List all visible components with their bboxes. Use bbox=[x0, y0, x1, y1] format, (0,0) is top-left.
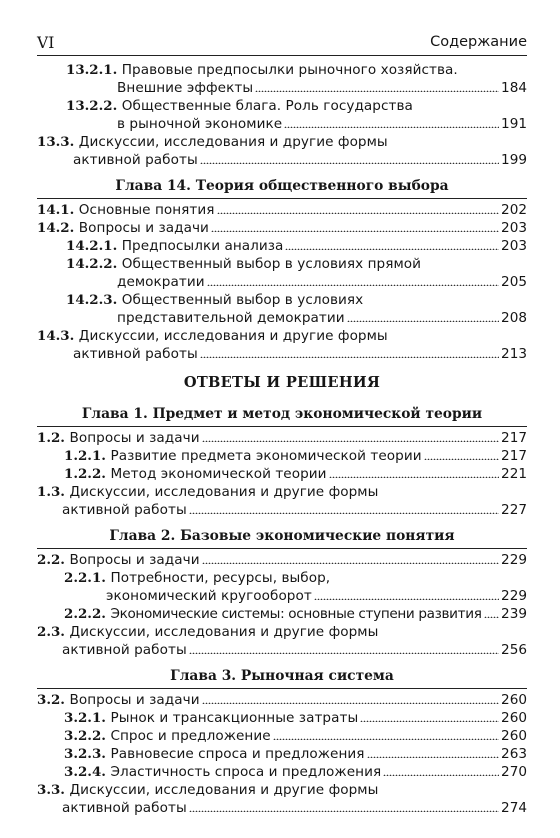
toc-entry bbox=[37, 255, 527, 274]
toc-entry bbox=[37, 709, 527, 728]
toc-page: 270 bbox=[501, 764, 527, 780]
toc-page: 184 bbox=[501, 80, 527, 96]
toc-title: Предпосылки анализа bbox=[121, 238, 284, 254]
toc-page: 203 bbox=[501, 220, 527, 236]
toc-title: Дискуссии, исследования и другие формы bbox=[78, 134, 388, 150]
leader-dots bbox=[255, 81, 499, 92]
leader-dots bbox=[207, 275, 499, 286]
toc-title: Дискуссии, исследования и другие формы bbox=[69, 624, 379, 640]
toc-entry bbox=[37, 201, 527, 220]
toc-entry bbox=[37, 79, 527, 98]
toc-entry bbox=[37, 273, 527, 292]
toc-page: 274 bbox=[501, 800, 527, 816]
toc-title: Потребности, ресурсы, выбор, bbox=[110, 570, 331, 586]
toc-title: Дискуссии, исследования и другие формы bbox=[69, 484, 379, 500]
leader-dots bbox=[189, 801, 499, 812]
toc-title: Вопросы и задачи bbox=[69, 430, 200, 446]
toc-page: 208 bbox=[501, 310, 527, 326]
toc-title: активной работы bbox=[62, 800, 187, 816]
toc-title: Правовые предпосылки рыночного хозяйства. bbox=[121, 62, 458, 78]
leader-dots bbox=[202, 693, 499, 704]
leader-dots bbox=[383, 765, 499, 776]
heading-rule bbox=[37, 688, 527, 689]
toc-title: активной работы bbox=[73, 346, 198, 362]
page-number: VI bbox=[37, 34, 55, 52]
toc-page: 229 bbox=[501, 588, 527, 604]
leader-dots bbox=[189, 643, 499, 654]
toc-title: Вопросы и задачи bbox=[69, 692, 200, 708]
toc-title: Дискуссии, исследования и другие формы bbox=[78, 328, 388, 344]
toc-page: 256 bbox=[501, 642, 527, 658]
toc-entry bbox=[37, 483, 527, 502]
heading-rule bbox=[37, 198, 527, 199]
toc-title: Экономические системы: основные ступени развития bbox=[110, 606, 482, 622]
leader-dots bbox=[189, 503, 499, 514]
toc-page: 260 bbox=[501, 728, 527, 744]
toc-number: 14.2.2. bbox=[66, 256, 118, 272]
toc-number: 3.2.2. bbox=[64, 728, 106, 744]
toc-entry bbox=[37, 133, 527, 152]
toc-number: 3.2. bbox=[37, 692, 65, 708]
toc-title: Внешние эффекты bbox=[117, 80, 254, 96]
toc-page: 239 bbox=[501, 606, 527, 622]
toc-number: 1.2.1. bbox=[64, 448, 106, 464]
toc-entry bbox=[37, 309, 527, 328]
toc-entry bbox=[37, 799, 527, 818]
toc-title: Общественный выбор в условиях прямой bbox=[121, 256, 422, 272]
toc-entry bbox=[37, 623, 527, 642]
toc-entry bbox=[37, 291, 527, 310]
chapter-heading: Глава 14. Теория общественного выбора bbox=[115, 178, 449, 194]
toc-title: Общественные блага. Роль государства bbox=[121, 98, 413, 114]
toc-title: Равновесие спроса и предложения bbox=[110, 746, 365, 762]
toc-entry bbox=[37, 219, 527, 238]
leader-dots bbox=[217, 203, 500, 214]
leader-dots bbox=[314, 589, 499, 600]
toc-title: демократии bbox=[117, 274, 205, 290]
toc-entry bbox=[37, 569, 527, 588]
toc-title: Метод экономической теории bbox=[110, 466, 327, 482]
toc-number: 14.3. bbox=[37, 328, 75, 344]
toc-number: 3.2.4. bbox=[64, 764, 106, 780]
toc-entry bbox=[37, 641, 527, 660]
running-header bbox=[37, 30, 527, 54]
toc-number: 3.3. bbox=[37, 782, 65, 798]
toc-title: Эластичность спроса и предложения bbox=[110, 764, 382, 780]
toc-title: в рыночной экономике bbox=[117, 116, 283, 132]
leader-dots bbox=[200, 153, 499, 164]
toc-title: экономический кругооборот bbox=[106, 588, 312, 604]
toc-page: 199 bbox=[501, 152, 527, 168]
toc-title: представительной демократии bbox=[117, 310, 345, 326]
toc-page: 202 bbox=[501, 202, 527, 218]
toc-number: 2.2.2. bbox=[64, 606, 106, 622]
toc-page: 260 bbox=[501, 692, 527, 708]
toc-entry bbox=[37, 587, 527, 606]
toc-number: 1.2.2. bbox=[64, 466, 106, 482]
toc-entry bbox=[37, 345, 527, 364]
toc-number: 13.3. bbox=[37, 134, 75, 150]
toc-entry bbox=[37, 501, 527, 520]
chapter-heading: Глава 2. Базовые экономические понятия bbox=[109, 528, 455, 544]
toc-page: 205 bbox=[501, 274, 527, 290]
toc-title: Общественный выбор в условиях bbox=[121, 292, 364, 308]
toc-entry bbox=[37, 551, 527, 570]
leader-dots bbox=[284, 117, 499, 128]
toc-title: Вопросы и задачи bbox=[78, 220, 209, 236]
section-title: Содержание bbox=[430, 34, 527, 50]
toc-number: 13.2.1. bbox=[66, 62, 118, 78]
leader-dots bbox=[202, 553, 499, 564]
leader-dots bbox=[424, 449, 499, 460]
toc-page: 260 bbox=[501, 710, 527, 726]
leader-dots bbox=[367, 747, 500, 758]
toc-number: 14.1. bbox=[37, 202, 75, 218]
leader-dots bbox=[360, 711, 499, 722]
toc-title: Развитие предмета экономической теории bbox=[110, 448, 422, 464]
toc-entry bbox=[37, 763, 527, 782]
toc-title: Вопросы и задачи bbox=[69, 552, 200, 568]
header-rule bbox=[37, 55, 527, 56]
heading-rule bbox=[37, 548, 527, 549]
leader-dots bbox=[347, 311, 499, 322]
toc-number: 2.2. bbox=[37, 552, 65, 568]
toc-page: 217 bbox=[501, 448, 527, 464]
toc-title: Основные понятия bbox=[78, 202, 215, 218]
toc-page: 203 bbox=[501, 238, 527, 254]
leader-dots bbox=[329, 467, 500, 478]
toc-page: 217 bbox=[501, 430, 527, 446]
chapter-heading: Глава 3. Рыночная система bbox=[170, 668, 394, 684]
toc-number: 13.2.2. bbox=[66, 98, 118, 114]
leader-dots bbox=[273, 729, 499, 740]
toc-title: активной работы bbox=[73, 152, 198, 168]
toc-number: 3.2.1. bbox=[64, 710, 106, 726]
toc-entry bbox=[37, 465, 527, 484]
toc-entry bbox=[37, 727, 527, 746]
leader-dots bbox=[211, 221, 499, 232]
heading-rule bbox=[37, 426, 527, 427]
toc-page: 191 bbox=[501, 116, 527, 132]
toc-entry bbox=[37, 237, 527, 256]
toc-entry bbox=[37, 151, 527, 170]
leader-dots bbox=[285, 239, 499, 250]
toc-number: 2.3. bbox=[37, 624, 65, 640]
toc-entry bbox=[37, 605, 527, 624]
toc-title: Рынок и трансакционные затраты bbox=[110, 710, 359, 726]
part-heading: ОТВЕТЫ И РЕШЕНИЯ bbox=[183, 374, 381, 391]
toc-entry bbox=[37, 781, 527, 800]
toc-title: активной работы bbox=[62, 502, 187, 518]
toc-entry bbox=[37, 429, 527, 448]
toc-number: 14.2.1. bbox=[66, 238, 118, 254]
leader-dots bbox=[484, 607, 500, 618]
toc-number: 1.3. bbox=[37, 484, 65, 500]
toc-number: 1.2. bbox=[37, 430, 65, 446]
toc-page: 229 bbox=[501, 552, 527, 568]
toc-entry bbox=[37, 115, 527, 134]
toc-title: активной работы bbox=[62, 642, 187, 658]
toc-number: 14.2.3. bbox=[66, 292, 118, 308]
toc-page: 221 bbox=[501, 466, 527, 482]
toc-number: 3.2.3. bbox=[64, 746, 106, 762]
toc-page: 227 bbox=[501, 502, 527, 518]
chapter-heading: Глава 1. Предмет и метод экономической теории bbox=[81, 406, 483, 422]
leader-dots bbox=[202, 431, 499, 442]
toc-page: 263 bbox=[501, 746, 527, 762]
toc-number: 2.2.1. bbox=[64, 570, 106, 586]
toc-entry bbox=[37, 691, 527, 710]
toc-entry bbox=[37, 97, 527, 116]
toc-title: Дискуссии, исследования и другие формы bbox=[69, 782, 379, 798]
toc-title: Спрос и предложение bbox=[110, 728, 271, 744]
leader-dots bbox=[200, 347, 499, 358]
toc-entry bbox=[37, 447, 527, 466]
toc-page: 213 bbox=[501, 346, 527, 362]
toc-number: 14.2. bbox=[37, 220, 75, 236]
toc-entry bbox=[37, 327, 527, 346]
toc-entry bbox=[37, 61, 527, 80]
toc-entry bbox=[37, 745, 527, 764]
